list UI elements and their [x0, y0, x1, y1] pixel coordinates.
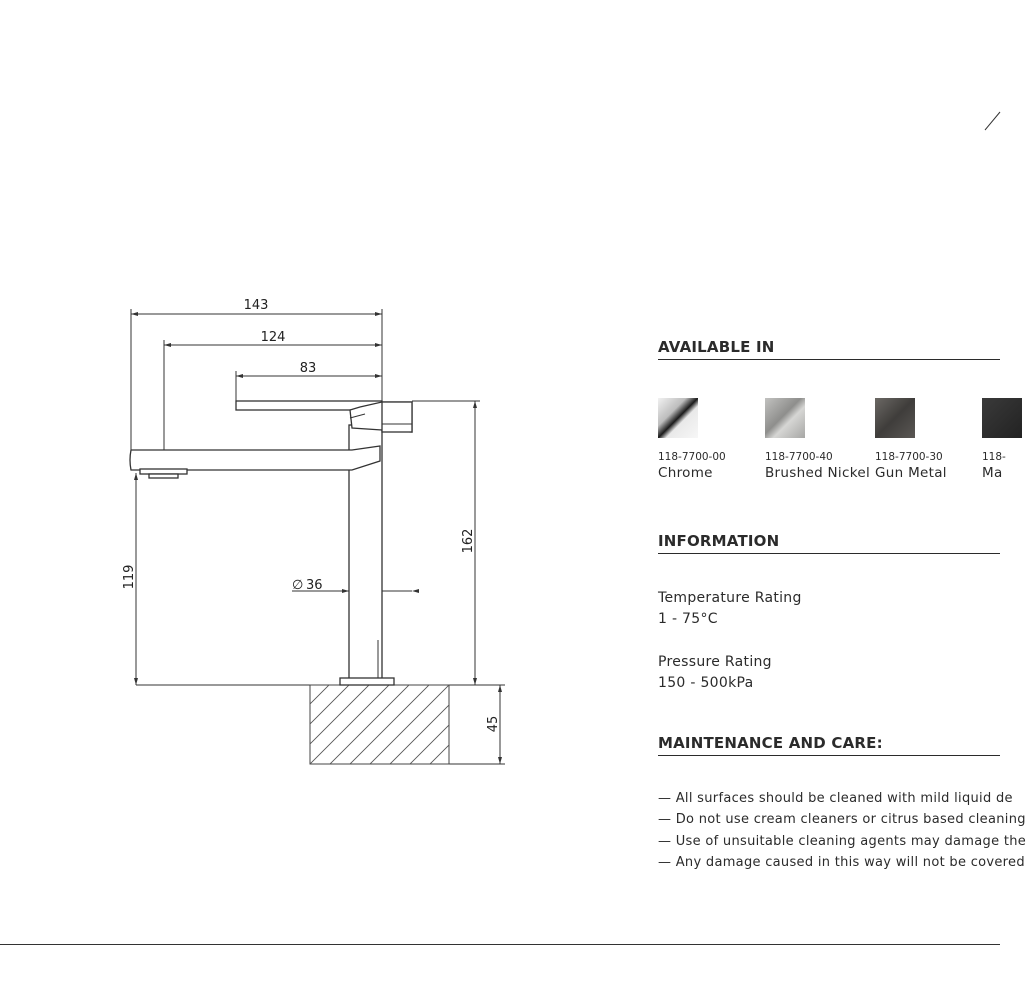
dimension-45-label: 45	[486, 715, 501, 733]
dimension-83-label: 83	[299, 361, 317, 376]
swatch-chrome	[658, 398, 698, 438]
finish-name-gun-metal: Gun Metal	[875, 465, 947, 481]
swatch-matte	[982, 398, 1022, 438]
finish-code-brushed-nickel: 118-7700-40	[765, 451, 833, 463]
product-info-panel	[658, 0, 1026, 1000]
dimension-arrows	[131, 312, 502, 764]
dimension-119-label: 119	[122, 564, 137, 590]
care-item: — All surfaces should be cleaned with mild liquid de	[658, 791, 1013, 806]
tap-outline	[130, 401, 412, 685]
dimension-143-label: 143	[243, 298, 269, 313]
pressure-rating-label: Pressure Rating	[658, 654, 772, 670]
finish-code-matte: 118-	[982, 451, 1006, 463]
dimension-162-label: 162	[461, 528, 476, 554]
finish-name-matte: Ma	[982, 465, 1003, 481]
finish-code-chrome: 118-7700-00	[658, 451, 726, 463]
care-item: — Do not use cream cleaners or citrus based cleaning	[658, 812, 1026, 827]
dimension-36-label: 36	[306, 578, 323, 593]
finish-name-chrome: Chrome	[658, 465, 713, 481]
dimension-45	[136, 685, 505, 764]
information-heading: INFORMATION	[658, 532, 1000, 554]
dimension-124-label: 124	[260, 330, 286, 345]
temperature-rating-value: 1 - 75°C	[658, 611, 718, 627]
care-item: — Use of unsuitable cleaning agents may damage the	[658, 834, 1026, 849]
maintenance-heading: MAINTENANCE AND CARE:	[658, 734, 1000, 756]
temperature-rating-label: Temperature Rating	[658, 590, 802, 606]
footer-divider	[0, 944, 1000, 945]
finish-name-brushed-nickel: Brushed Nickel	[765, 465, 870, 481]
dimension-143	[131, 309, 382, 450]
pressure-rating-value: 150 - 500kPa	[658, 675, 754, 691]
care-item: — Any damage caused in this way will not be covered	[658, 855, 1025, 870]
diameter-symbol: ∅	[292, 578, 304, 593]
available-in-heading: AVAILABLE IN	[658, 338, 1000, 360]
finish-code-gun-metal: 118-7700-30	[875, 451, 943, 463]
swatch-gun-metal	[875, 398, 915, 438]
swatch-brushed-nickel	[765, 398, 805, 438]
